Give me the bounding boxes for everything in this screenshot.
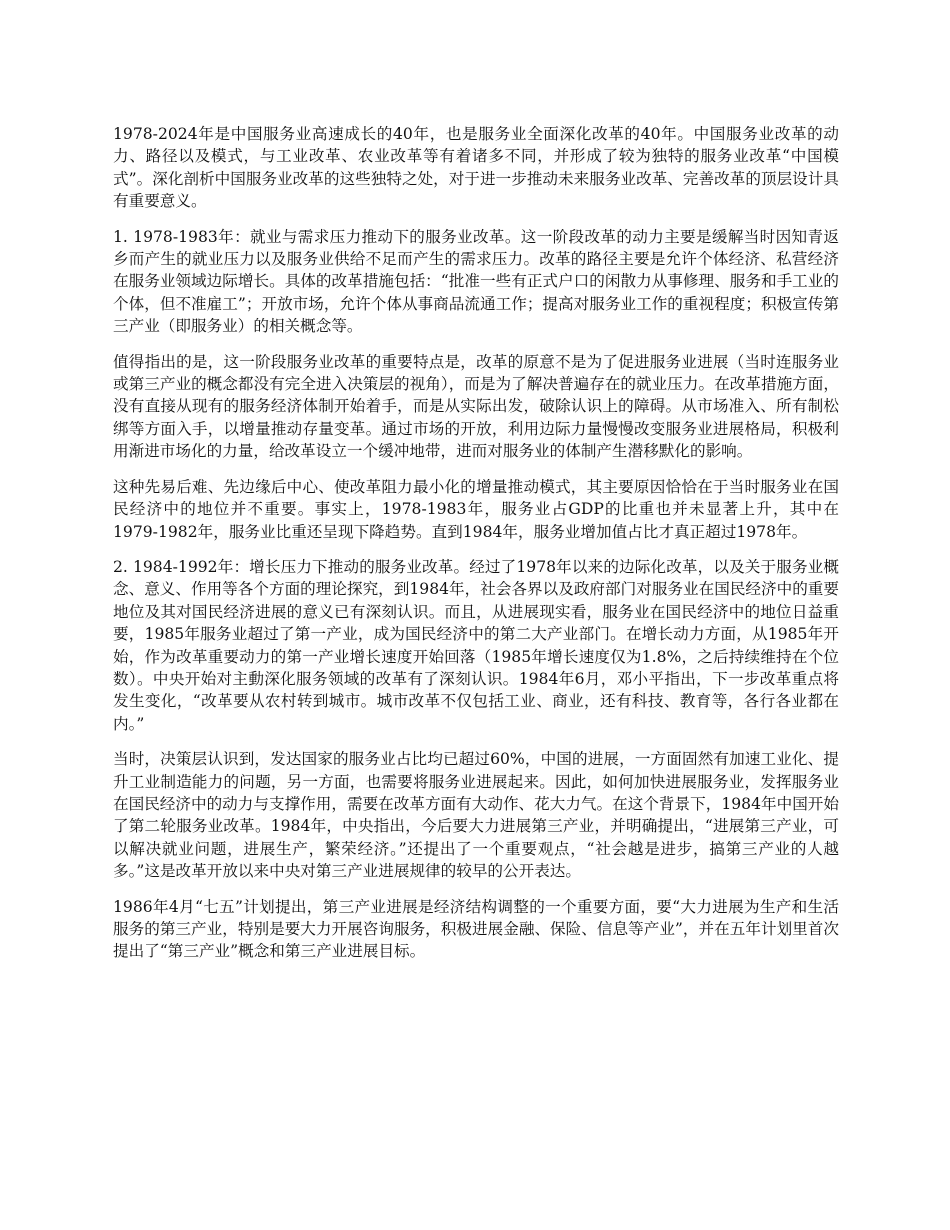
paragraph-intro: 1978-2024年是中国服务业高速成长的40年，也是服务业全面深化改革的40年。中国服务业改革的动力、路径以及模式，与工业改革、农业改革等有着诸多不同，并形成了较为独特的服务业改革“中国模式”。深化剖析中国服务业改革的这些独特之处，对于进一步推动未来服务业改革、完善改革的顶层设计具有重要意义。 [113, 125, 839, 211]
paragraph-stage-2: 2. 1984-1992年：增长压力下推动的服务业改革。经过了1978年以来的边际化改革，以及关于服务业概念、意义、作用等各个方面的理论探究，到1984年，社会各界以及政府部门对服务业在国民经济中的重要地位及其对国民经济进展的意义已有深刻认识。而且，从进展现实看，服务业在国民经济中的地位日益重要，1985年服务业超过了第一产业，成为国民经济中的第二大产业部门。在增长动力方面，从1985年开始，作为改革重要动力的第一产业增长速度开始回落（1985年增长速度仅为1.8%，之后持续维持在个位数）。中央开始对主動深化服务领域的改革有了深刻认识。1984年6月，邓小平指出，下一步改革重点将发生变化，“改革要从农村转到城市。城市改革不仅包括工业、商业，还有科技、教育等，各行各业都在内。” [113, 557, 839, 733]
document-body [113, 123, 839, 976]
paragraph-incremental-model: 这种先易后难、先边缘后中心、使改革阻力最小化的增量推动模式，其主要原因恰恰在于当时服务业在国民经济中的地位并不重要。事实上，1978-1983年，服务业占GDP的比重也并未显著上升，其中在1979-1982年，服务业比重还呈现下降趋势。直到1984年，服务业增加值占比才真正超过1978年。 [113, 477, 839, 541]
paragraph-stage-1-features: 值得指出的是，这一阶段服务业改革的重要特点是，改革的原意不是为了促进服务业进展（当时连服务业或第三产业的概念都没有完全进入决策层的视角），而是为了解决普遍存在的就业压力。在改革措施方面，没有直接从现有的服务经济体制开始着手，而是从实际出发，破除认识上的障碍。从市场准入、所有制松绑等方面入手，以增量推动存量变革。通过市场的开放，利用边际力量慢慢改变服务业进展格局，积极利用渐进市场化的力量，给改革设立一个缓冲地带，进而对服务业的体制产生潜移默化的影响。 [113, 352, 839, 461]
paragraph-seventh-five-year-plan: 1986年4月“七五”计划提出，第三产业进展是经济结构调整的一个重要方面，要“大力进展为生产和生活服务的第三产业，特别是要大力开展咨询服务，积极进展金融、保险、信息等产业”，并在五年计划里首次提出了“第三产业”概念和第三产业进展目标。 [113, 897, 839, 961]
paragraph-stage-1: 1. 1978-1983年：就业与需求压力推动下的服务业改革。这一阶段改革的动力主要是缓解当时因知青返乡而产生的就业压力以及服务业供给不足而产生的需求压力。改革的路径主要是允许个体经济、私营经济在服务业领域边际增长。具体的改革措施包括：“批准一些有正式户口的闲散力从事修理、服务和手工业的个体，但不准雇工”；开放市场，允许个体从事商品流通工作；提高对服务业工作的重视程度；积极宣传第三产业（即服务业）的相关概念等。 [113, 227, 839, 336]
paragraph-decision-makers: 当时，决策层认识到，发达国家的服务业占比均已超过60%，中国的进展，一方面固然有加速工业化、提升工业制造能力的问题，另一方面，也需要将服务业进展起来。因此，如何加快进展服务业，发挥服务业在国民经济中的动力与支撑作用，需要在改革方面有大动作、花大力气。在这个背景下，1984年中国开始了第二轮服务业改革。1984年，中央指出，今后要大力进展第三产业，并明确提出，“进展第三产业，可以解决就业问题，进展生产，繁荣经济。”还提出了一个重要观点，“社会越是进步，搞第三产业的人越多。”这是改革开放以来中央对第三产业进展规律的较早的公开表达。 [113, 750, 839, 881]
